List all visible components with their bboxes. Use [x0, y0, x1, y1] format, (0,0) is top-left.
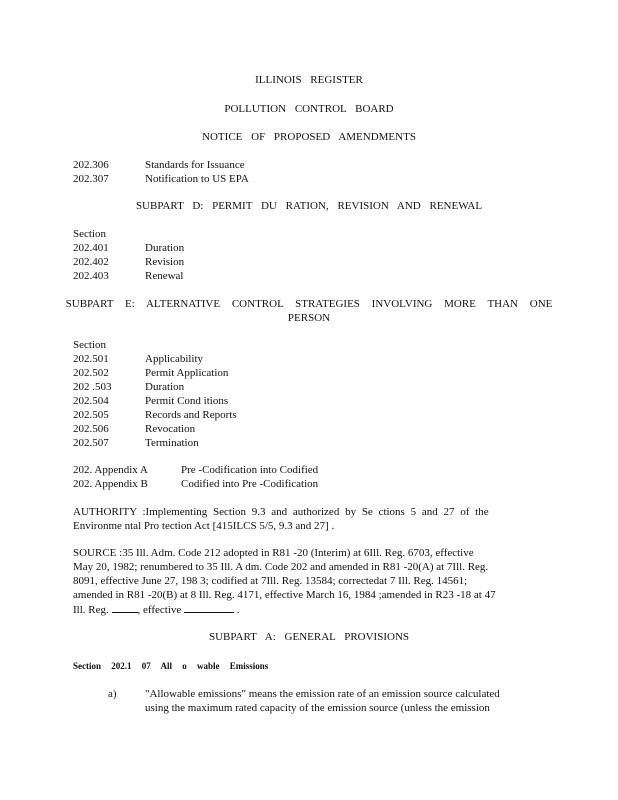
section-number: 202 .503	[73, 381, 112, 393]
section-number: 202.505	[73, 409, 109, 421]
section-number: 202.502	[73, 367, 109, 379]
source-line-2: May 20, 1982; renumbered to 35 Ill. A dm. Code 202 and amended in R81 -20(A) at 7Ill. Reg.	[73, 561, 489, 573]
toc-item	[73, 158, 245, 172]
item-letter: a)	[108, 688, 117, 700]
source-effective-label: , effective	[137, 604, 182, 616]
section-title: Standards for Issuance	[145, 159, 245, 171]
appendix-item	[73, 463, 318, 477]
section-title: Duration	[145, 242, 185, 254]
subpart-d-title: SUBPART D: PERMIT DU RATION, REVISION AND RENEWAL	[135, 200, 483, 212]
toc-item	[73, 352, 203, 366]
section-title: Notification to US EPA	[145, 173, 249, 185]
section-number: 202.506	[73, 423, 109, 435]
section-label: Section	[73, 339, 106, 351]
toc-item	[73, 172, 249, 186]
authority-line-2: Environme ntal Pro tection Act [415ILCS 5/5, 9.3 and 27] .	[73, 520, 335, 532]
authority-line-1: AUTHORITY :Implementing Section 9.3 and authorized by Se ctions 5 and 27 of the	[73, 506, 489, 518]
toc-item	[73, 380, 184, 394]
toc-item	[73, 436, 199, 450]
notice-title: NOTICE OF PROPOSED AMENDMENTS	[202, 131, 416, 143]
section-title: Records and Reports	[145, 409, 237, 421]
toc-item	[73, 422, 195, 436]
section-title: Permit Cond itions	[145, 395, 229, 407]
appendix-title: Codified into Pre -Codification	[181, 478, 319, 490]
subpart-e-title-cont: PERSON	[287, 312, 331, 324]
toc-item	[73, 408, 237, 422]
section-number: 202.401	[73, 242, 109, 254]
register-title: ILLINOIS REGISTER	[255, 74, 363, 86]
item-a-line-2: using the maximum rated capacity of the emission source (unless the emission	[145, 702, 490, 714]
section-number: 202.504	[73, 395, 109, 407]
section-title: Duration	[145, 381, 185, 393]
toc-item	[73, 255, 184, 269]
item-a-line-1: "Allowable emissions" means the emission rate of an emission source calculated	[145, 688, 500, 700]
subpart-e-title: SUBPART E: ALTERNATIVE CONTROL STRATEGIES INVOLVING MORE THAN ONE	[65, 298, 553, 310]
appendix-number: 202. Appendix A	[73, 464, 148, 476]
source-line-3: 8091, effective June 27, 198 3; codified at 7Ill. Reg. 13584; correctedat 7 Ill. Reg. 14561;	[73, 575, 468, 587]
appendix-item	[73, 477, 318, 491]
section-heading: Section 202.1 07 All o wable Emissions	[73, 661, 269, 671]
appendix-number: 202. Appendix B	[73, 478, 148, 490]
toc-item	[73, 269, 183, 283]
source-line-4: amended in R81 -20(B) at 8 Ill. Reg. 4171, effective March 16, 1984 ;amended in R23 -18 at 47	[73, 589, 496, 601]
blank-line	[112, 602, 138, 613]
section-number: 202.501	[73, 353, 109, 365]
source-line-5	[73, 602, 240, 617]
board-title: POLLUTION CONTROL BOARD	[224, 103, 394, 115]
section-title: Permit Application	[145, 367, 229, 379]
section-label: Section	[73, 228, 106, 240]
section-number: 202.507	[73, 437, 109, 449]
section-number: 202.402	[73, 256, 109, 268]
appendix-title: Pre -Codification into Codified	[181, 464, 319, 476]
section-number: 202.306	[73, 159, 109, 171]
section-number: 202.307	[73, 173, 109, 185]
section-number: 202.403	[73, 270, 109, 282]
section-title: Revision	[145, 256, 185, 268]
section-title: Applicability	[145, 353, 204, 365]
section-title: Termination	[145, 437, 199, 449]
toc-item	[73, 366, 228, 380]
toc-item	[73, 394, 228, 408]
source-reg-label: Ill. Reg.	[73, 604, 109, 616]
toc-item	[73, 241, 184, 255]
source-line-1: SOURCE :35 Ill. Adm. Code 212 adopted in R81 -20 (Interim) at 6Ill. Reg. 6703, effective	[73, 547, 474, 559]
section-title: Renewal	[145, 270, 184, 282]
source-period: .	[236, 604, 240, 616]
section-title: Revocation	[145, 423, 196, 435]
subpart-a-title: SUBPART A: GENERAL PROVISIONS	[209, 631, 409, 643]
blank-line	[184, 602, 234, 613]
